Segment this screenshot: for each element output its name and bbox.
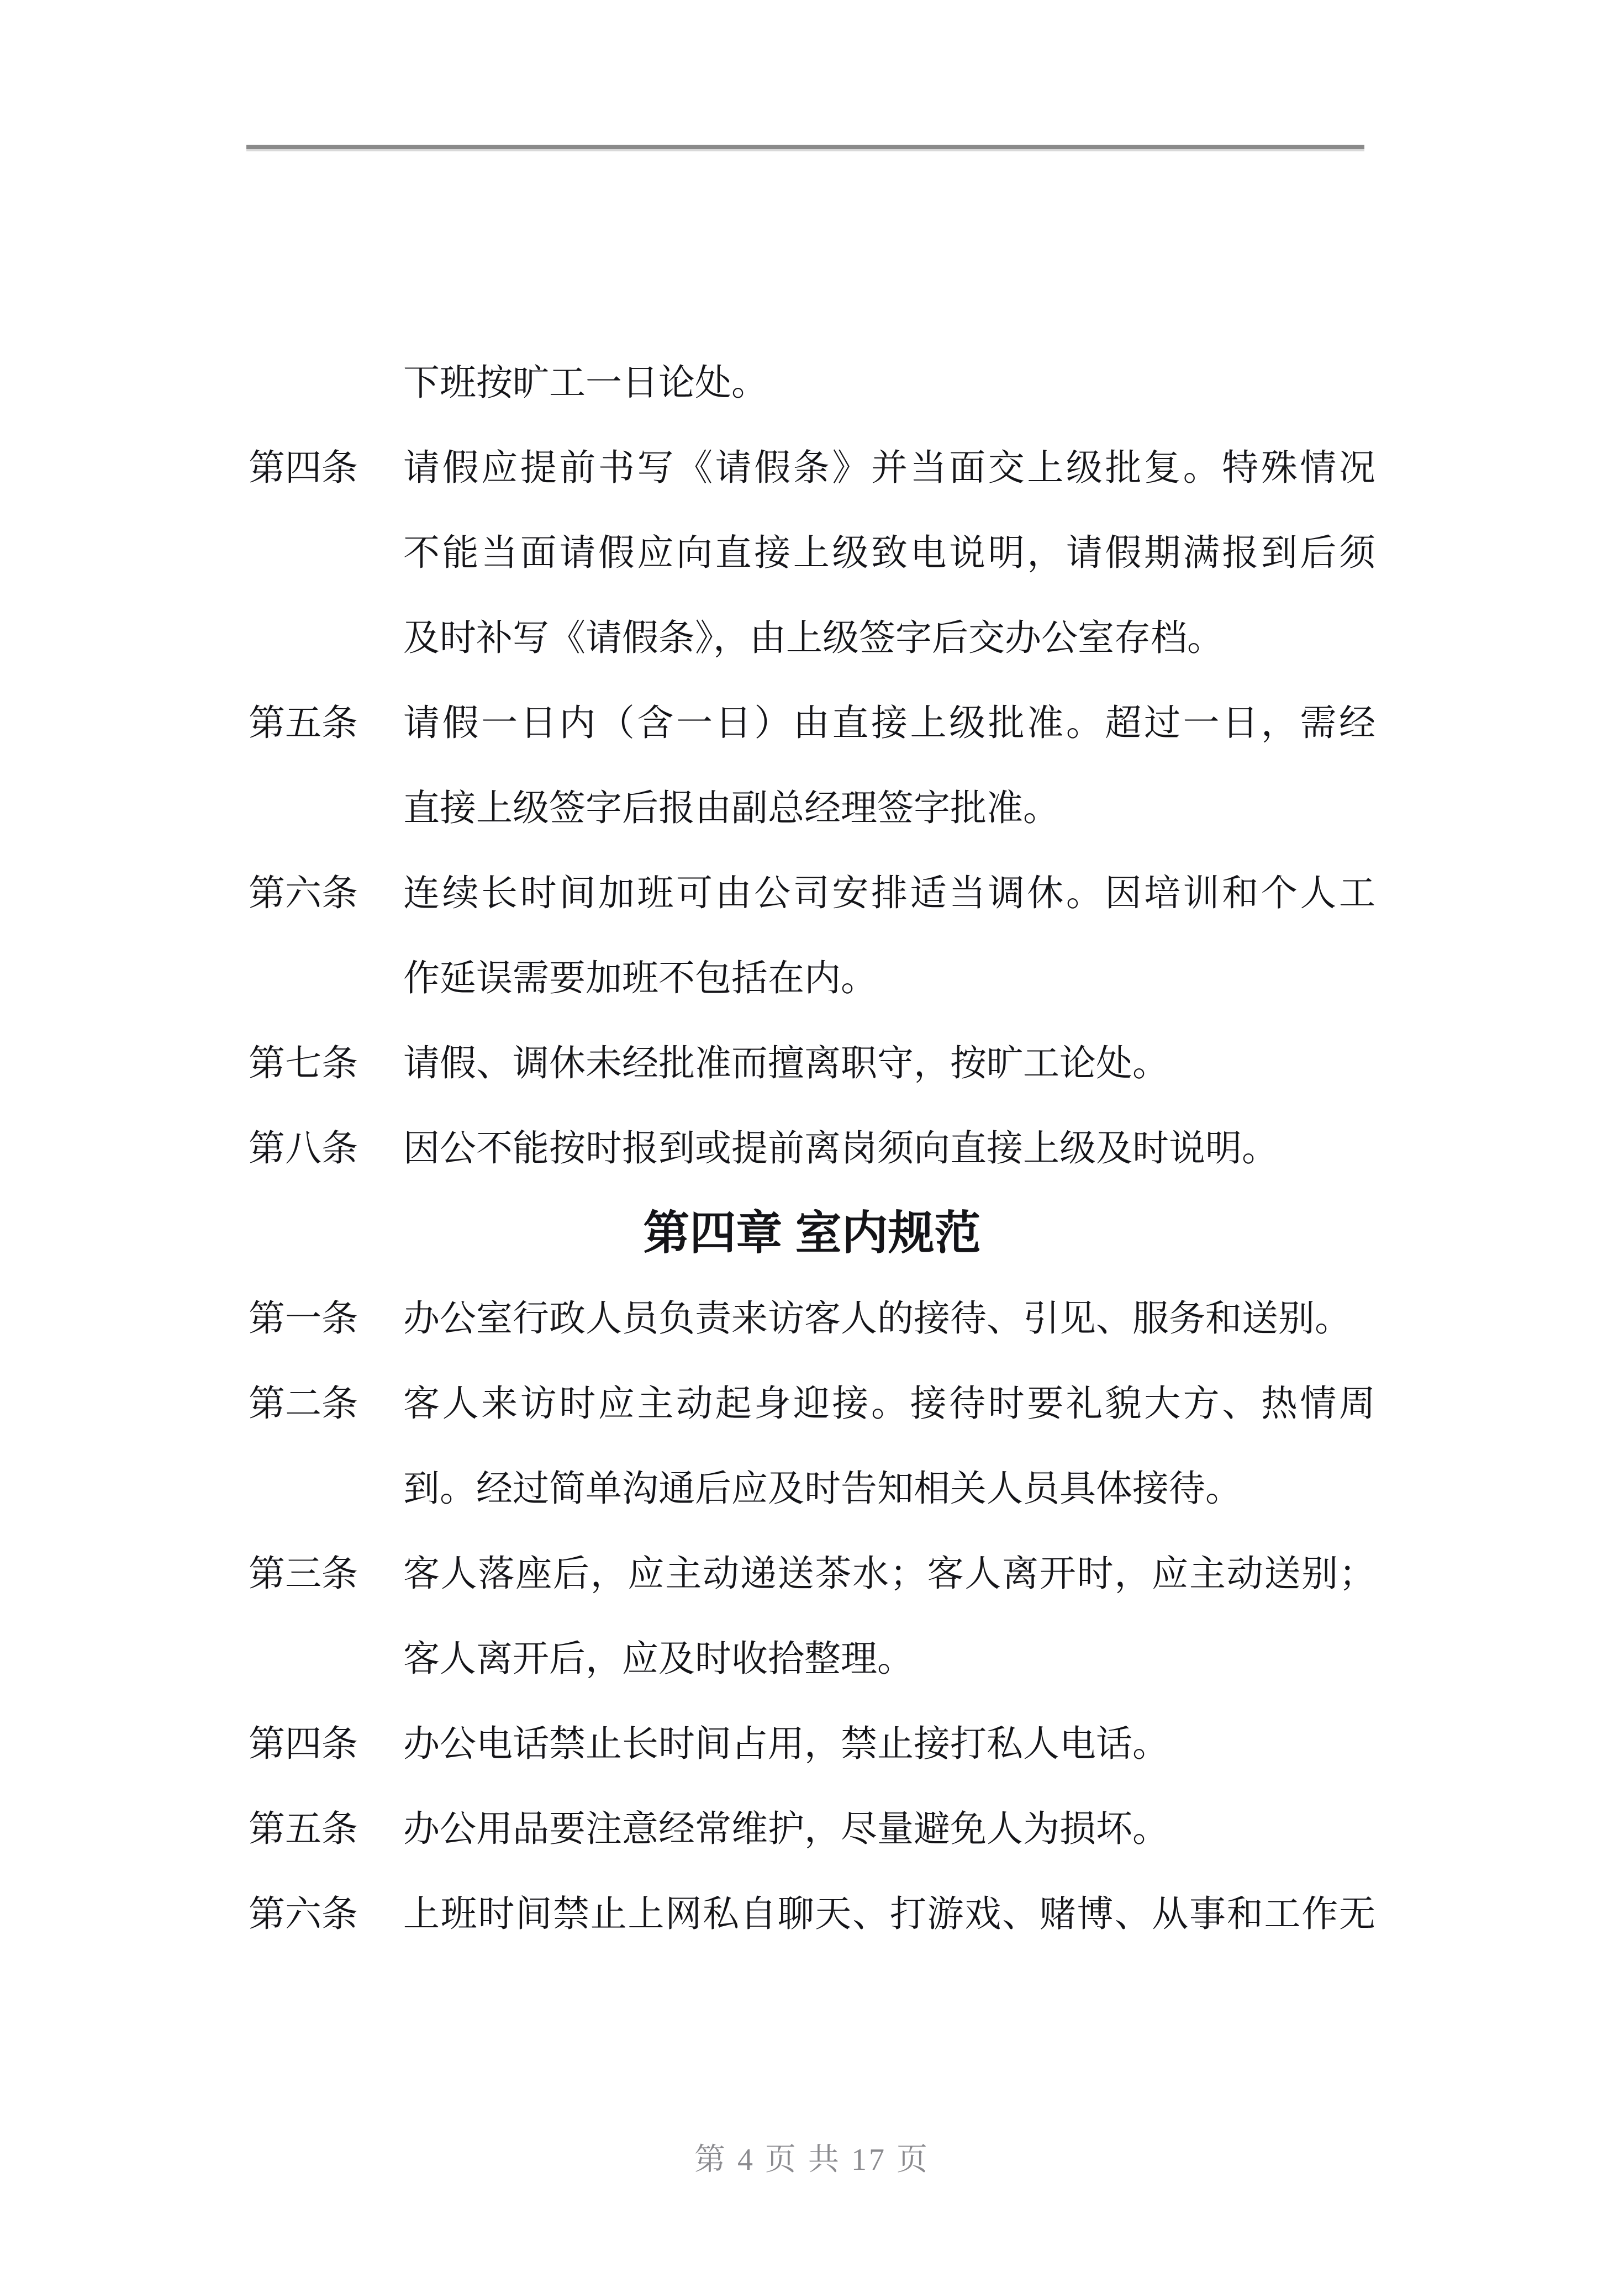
article-text: 请假一日内（含一日）由直接上级批准。超过一日，需经 <box>403 702 1375 743</box>
article-label: 第七条 <box>249 1042 358 1083</box>
page-number: 第 4 页 共 17 页 <box>694 2143 930 2177</box>
article-label: 第八条 <box>249 1127 358 1168</box>
article-text: 办公室行政人员负责来访客人的接待、引见、服务和送别。 <box>403 1298 1351 1338</box>
document-line <box>0 1616 1624 1701</box>
document-line <box>0 1361 1624 1446</box>
document-line <box>0 425 1624 510</box>
document-line <box>0 1446 1624 1531</box>
article-label: 第五条 <box>249 1808 358 1849</box>
article-label: 第三条 <box>249 1553 358 1594</box>
document-line <box>0 1105 1624 1190</box>
document-line <box>0 1531 1624 1616</box>
chapter-heading <box>0 1190 1624 1275</box>
article-text: 办公电话禁止长时间占用，禁止接打私人电话。 <box>403 1723 1169 1764</box>
article-label: 第五条 <box>249 702 358 743</box>
document-line <box>0 595 1624 680</box>
article-label: 第六条 <box>249 1893 358 1934</box>
article-text: 及时补写《请假条》，由上级签字后交办公室存档。 <box>403 617 1224 658</box>
article-text: 直接上级签字后报由副总经理签字批准。 <box>403 787 1059 828</box>
article-label: 第二条 <box>249 1383 358 1424</box>
document-line <box>0 1871 1624 1956</box>
document-line <box>0 340 1624 425</box>
article-text: 因公不能按时报到或提前离岗须向直接上级及时说明。 <box>403 1127 1278 1168</box>
header-rule <box>246 145 1364 151</box>
document-line <box>0 1275 1624 1361</box>
article-label: 第四条 <box>249 447 358 488</box>
document-line <box>0 850 1624 935</box>
document-line <box>0 510 1624 595</box>
document-line <box>0 680 1624 765</box>
article-text: 请假应提前书写《请假条》并当面交上级批复。特殊情况 <box>403 447 1375 488</box>
article-label: 第六条 <box>249 872 358 913</box>
article-text: 请假、调休未经批准而擅离职守，按旷工论处。 <box>403 1042 1169 1083</box>
article-text: 作延误需要加班不包括在内。 <box>403 957 877 998</box>
article-text: 客人落座后，应主动递送茶水；客人离开时，应主动送别； <box>403 1553 1375 1594</box>
article-text: 下班按旷工一日论处。 <box>403 362 768 403</box>
article-label: 第四条 <box>249 1723 358 1764</box>
document-line <box>0 1701 1624 1786</box>
article-text: 到。经过简单沟通后应及时告知相关人员具体接待。 <box>403 1468 1242 1509</box>
document-line <box>0 935 1624 1020</box>
article-text: 客人来访时应主动起身迎接。接待时要礼貌大方、热情周 <box>403 1383 1375 1424</box>
document-line <box>0 765 1624 850</box>
article-text: 办公用品要注意经常维护，尽量避免人为损坏。 <box>403 1808 1169 1849</box>
article-text: 客人离开后，应及时收拾整理。 <box>403 1638 914 1679</box>
article-label: 第一条 <box>249 1298 358 1338</box>
article-text: 不能当面请假应向直接上级致电说明，请假期满报到后须 <box>403 532 1375 573</box>
article-text: 连续长时间加班可由公司安排适当调休。因培训和个人工 <box>403 872 1375 913</box>
chapter-heading-text: 第四章 室内规范 <box>643 1207 981 1259</box>
document-line <box>0 1786 1624 1871</box>
document-line <box>0 1020 1624 1105</box>
article-text: 上班时间禁止上网私自聊天、打游戏、赌博、从事和工作无 <box>403 1893 1375 1934</box>
